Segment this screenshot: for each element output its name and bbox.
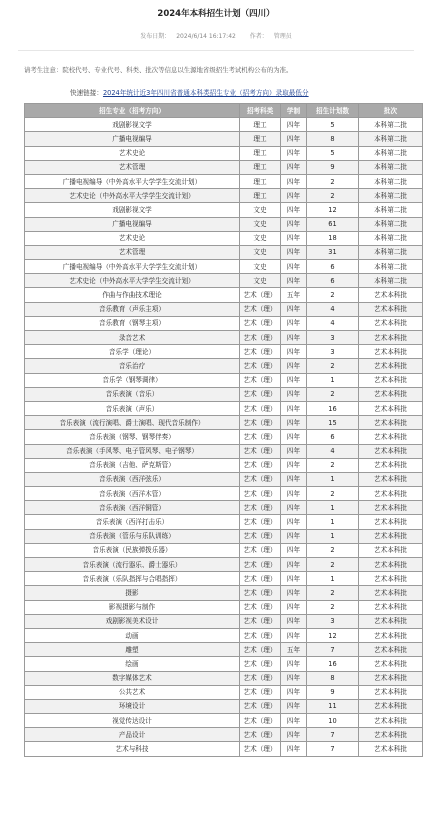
article-meta: [0, 31, 432, 40]
cell-batch: 艺术本科批: [359, 742, 423, 756]
cell-plan-count: 1: [307, 529, 359, 543]
cell-plan-count: 2: [307, 189, 359, 203]
cell-plan-count: 5: [307, 118, 359, 132]
table-row: [25, 189, 423, 203]
cell-major: 音乐表演（吉他、萨克斯管）: [25, 458, 240, 472]
cell-category: 艺术（理）: [240, 487, 281, 501]
table-row: [25, 217, 423, 231]
publish-date: [137, 33, 239, 40]
table-row: [25, 316, 423, 330]
cell-plan-count: 7: [307, 643, 359, 657]
cell-batch: 本科第二批: [359, 118, 423, 132]
cell-major: 艺术史论（中外高水平大学学生交流计划）: [25, 189, 240, 203]
cell-batch: 艺术本科批: [359, 359, 423, 373]
cell-plan-count: 2: [307, 458, 359, 472]
header-major: 招生专业（招考方向）: [25, 104, 240, 118]
cell-major: 绘画: [25, 657, 240, 671]
cell-duration: 四年: [281, 245, 307, 259]
header-plan-count: 招生计划数: [307, 104, 359, 118]
table-row: [25, 373, 423, 387]
table-row: [25, 685, 423, 699]
cell-batch: 本科第二批: [359, 203, 423, 217]
cell-plan-count: 1: [307, 373, 359, 387]
cell-duration: 四年: [281, 146, 307, 160]
cell-batch: 艺术本科批: [359, 628, 423, 642]
table-row: [25, 359, 423, 373]
table-row: [25, 274, 423, 288]
cell-category: 艺术（理）: [240, 558, 281, 572]
cell-batch: 艺术本科批: [359, 401, 423, 415]
cell-duration: 四年: [281, 316, 307, 330]
cell-category: 文史: [240, 274, 281, 288]
cell-major: 广播电视编导（中外高水平大学学生交流计划）: [25, 174, 240, 188]
cell-plan-count: 16: [307, 401, 359, 415]
cell-batch: 本科第二批: [359, 260, 423, 274]
cell-batch: 本科第二批: [359, 245, 423, 259]
cell-batch: 艺术本科批: [359, 600, 423, 614]
cell-category: 文史: [240, 203, 281, 217]
cell-plan-count: 10: [307, 714, 359, 728]
cell-major: 音乐表演（流行器乐、爵士器乐）: [25, 558, 240, 572]
cell-category: 艺术（理）: [240, 586, 281, 600]
cell-batch: 艺术本科批: [359, 430, 423, 444]
cell-duration: 四年: [281, 373, 307, 387]
cell-duration: 四年: [281, 728, 307, 742]
cell-major: 音乐学（理论）: [25, 345, 240, 359]
cell-category: 艺术（理）: [240, 657, 281, 671]
cell-plan-count: 2: [307, 359, 359, 373]
author: [247, 33, 295, 40]
table-row: [25, 529, 423, 543]
cell-major: 录音艺术: [25, 331, 240, 345]
quick-link-anchor[interactable]: 2024年统计近3年四川省普通本科类招生专业（招考方向）录取最低分: [102, 89, 309, 97]
cell-category: 理工: [240, 189, 281, 203]
cell-duration: 四年: [281, 274, 307, 288]
cell-plan-count: 1: [307, 515, 359, 529]
cell-batch: 艺术本科批: [359, 331, 423, 345]
table-row: [25, 174, 423, 188]
cell-batch: 艺术本科批: [359, 501, 423, 515]
cell-category: 文史: [240, 260, 281, 274]
cell-batch: 艺术本科批: [359, 444, 423, 458]
cell-major: 艺术史论（中外高水平大学学生交流计划）: [25, 274, 240, 288]
cell-batch: 艺术本科批: [359, 302, 423, 316]
cell-batch: 艺术本科批: [359, 515, 423, 529]
cell-category: 艺术（理）: [240, 699, 281, 713]
cell-duration: 四年: [281, 387, 307, 401]
cell-plan-count: 11: [307, 699, 359, 713]
author-label: 作者：: [249, 33, 268, 40]
cell-major: 音乐表演（西洋弦乐）: [25, 472, 240, 486]
cell-duration: 四年: [281, 501, 307, 515]
cell-plan-count: 2: [307, 600, 359, 614]
cell-major: 艺术管理: [25, 160, 240, 174]
page-title: 2024年本科招生计划（四川）: [157, 9, 275, 19]
cell-plan-count: 4: [307, 316, 359, 330]
cell-major: 音乐教育（钢琴主项）: [25, 316, 240, 330]
table-row: [25, 643, 423, 657]
cell-duration: 四年: [281, 586, 307, 600]
cell-plan-count: 2: [307, 487, 359, 501]
cell-batch: 艺术本科批: [359, 614, 423, 628]
cell-major: 广播电视编导: [25, 217, 240, 231]
cell-category: 文史: [240, 231, 281, 245]
cell-plan-count: 7: [307, 742, 359, 756]
cell-duration: 四年: [281, 401, 307, 415]
cell-major: 音乐表演（手风琴、电子管风琴、电子钢琴）: [25, 444, 240, 458]
cell-batch: 本科第二批: [359, 189, 423, 203]
cell-batch: 本科第二批: [359, 274, 423, 288]
cell-category: 艺术（理）: [240, 628, 281, 642]
cell-batch: 艺术本科批: [359, 288, 423, 302]
cell-major: 音乐表演（西洋铜管）: [25, 501, 240, 515]
cell-batch: 艺术本科批: [359, 472, 423, 486]
table-row: [25, 203, 423, 217]
table-row: [25, 742, 423, 756]
cell-duration: 四年: [281, 444, 307, 458]
cell-category: 理工: [240, 174, 281, 188]
cell-major: 音乐表演（乐队指挥与合唱指挥）: [25, 572, 240, 586]
table-row: [25, 657, 423, 671]
cell-batch: 艺术本科批: [359, 714, 423, 728]
cell-plan-count: 3: [307, 331, 359, 345]
cell-major: 公共艺术: [25, 685, 240, 699]
cell-category: 艺术（理）: [240, 359, 281, 373]
cell-category: 艺术（理）: [240, 302, 281, 316]
cell-duration: 四年: [281, 572, 307, 586]
table-row: [25, 302, 423, 316]
table-row: [25, 558, 423, 572]
cell-major: 音乐表演（钢琴、钢琴伴奏）: [25, 430, 240, 444]
table-row: [25, 331, 423, 345]
author-value: 管理员: [273, 33, 292, 40]
cell-plan-count: 6: [307, 260, 359, 274]
table-row: [25, 160, 423, 174]
cell-category: 艺术（理）: [240, 614, 281, 628]
cell-major: 作曲与作曲技术理论: [25, 288, 240, 302]
cell-major: 戏剧影视美术设计: [25, 614, 240, 628]
notice-text: 请考生注意：院校代号、专业代号、科类、批次等信息以生源地省级招生考试机构公布的为准。: [24, 66, 293, 74]
cell-major: 广播电视编导: [25, 132, 240, 146]
cell-category: 艺术（理）: [240, 671, 281, 685]
table-row: [25, 572, 423, 586]
table-header-row: [25, 104, 423, 118]
cell-category: 艺术（理）: [240, 501, 281, 515]
cell-duration: 四年: [281, 231, 307, 245]
cell-duration: 四年: [281, 558, 307, 572]
cell-category: 艺术（理）: [240, 373, 281, 387]
cell-duration: 四年: [281, 515, 307, 529]
quick-link: [70, 87, 432, 96]
table-row: [25, 515, 423, 529]
cell-plan-count: 3: [307, 345, 359, 359]
cell-category: 文史: [240, 217, 281, 231]
cell-duration: 四年: [281, 345, 307, 359]
cell-batch: 艺术本科批: [359, 316, 423, 330]
publish-date-value: 2024/6/14 16:17:42: [176, 33, 236, 40]
cell-batch: 艺术本科批: [359, 572, 423, 586]
cell-category: 艺术（理）: [240, 444, 281, 458]
table-row: [25, 245, 423, 259]
table-row: [25, 430, 423, 444]
cell-major: 广播电视编导（中外高水平大学学生交流计划）: [25, 260, 240, 274]
table-row: [25, 231, 423, 245]
cell-category: 艺术（理）: [240, 401, 281, 415]
cell-batch: 艺术本科批: [359, 487, 423, 501]
cell-major: 音乐教育（声乐主项）: [25, 302, 240, 316]
table-row: [25, 728, 423, 742]
cell-category: 艺术（理）: [240, 387, 281, 401]
cell-plan-count: 8: [307, 671, 359, 685]
cell-category: 艺术（理）: [240, 685, 281, 699]
table-row: [25, 416, 423, 430]
table-row: [25, 671, 423, 685]
cell-duration: 四年: [281, 217, 307, 231]
table-row: [25, 586, 423, 600]
cell-major: 音乐治疗: [25, 359, 240, 373]
cell-duration: 四年: [281, 160, 307, 174]
cell-batch: 本科第二批: [359, 146, 423, 160]
table-row: [25, 401, 423, 415]
cell-duration: 四年: [281, 189, 307, 203]
cell-duration: 四年: [281, 472, 307, 486]
cell-batch: 艺术本科批: [359, 586, 423, 600]
cell-plan-count: 2: [307, 586, 359, 600]
cell-category: 艺术（理）: [240, 345, 281, 359]
cell-duration: 四年: [281, 628, 307, 642]
cell-major: 艺术管理: [25, 245, 240, 259]
cell-plan-count: 2: [307, 174, 359, 188]
table-row: [25, 146, 423, 160]
cell-batch: 本科第二批: [359, 217, 423, 231]
cell-plan-count: 12: [307, 628, 359, 642]
cell-batch: 艺术本科批: [359, 558, 423, 572]
cell-category: 艺术（理）: [240, 742, 281, 756]
cell-plan-count: 4: [307, 444, 359, 458]
cell-major: 摄影: [25, 586, 240, 600]
cell-batch: 本科第二批: [359, 231, 423, 245]
cell-batch: 艺术本科批: [359, 699, 423, 713]
table-row: [25, 444, 423, 458]
cell-plan-count: 1: [307, 501, 359, 515]
divider: [18, 50, 414, 51]
cell-batch: 艺术本科批: [359, 643, 423, 657]
table-row: [25, 628, 423, 642]
cell-batch: 艺术本科批: [359, 543, 423, 557]
cell-duration: 四年: [281, 260, 307, 274]
cell-plan-count: 9: [307, 160, 359, 174]
cell-plan-count: 5: [307, 146, 359, 160]
cell-plan-count: 61: [307, 217, 359, 231]
cell-plan-count: 1: [307, 572, 359, 586]
cell-category: 艺术（理）: [240, 714, 281, 728]
cell-category: 艺术（理）: [240, 430, 281, 444]
cell-plan-count: 7: [307, 728, 359, 742]
cell-plan-count: 2: [307, 543, 359, 557]
cell-duration: 四年: [281, 416, 307, 430]
cell-batch: 本科第二批: [359, 160, 423, 174]
cell-plan-count: 4: [307, 302, 359, 316]
header-duration: 学制: [281, 104, 307, 118]
cell-batch: 艺术本科批: [359, 657, 423, 671]
quick-link-label: 快速链接：: [70, 89, 103, 97]
cell-major: 环境设计: [25, 699, 240, 713]
enrollment-table: [24, 103, 423, 757]
cell-category: 艺术（理）: [240, 472, 281, 486]
cell-batch: 艺术本科批: [359, 345, 423, 359]
cell-duration: 四年: [281, 685, 307, 699]
cell-duration: 四年: [281, 359, 307, 373]
cell-duration: 四年: [281, 657, 307, 671]
cell-batch: 艺术本科批: [359, 387, 423, 401]
table-row: [25, 288, 423, 302]
cell-major: 音乐表演（声乐）: [25, 401, 240, 415]
cell-plan-count: 6: [307, 274, 359, 288]
cell-duration: 四年: [281, 430, 307, 444]
cell-major: 音乐表演（民族弹拨乐器）: [25, 543, 240, 557]
cell-duration: 四年: [281, 331, 307, 345]
cell-major: 音乐学（钢琴调律）: [25, 373, 240, 387]
cell-batch: 艺术本科批: [359, 728, 423, 742]
table-row: [25, 345, 423, 359]
cell-category: 艺术（理）: [240, 572, 281, 586]
cell-category: 艺术（理）: [240, 515, 281, 529]
cell-major: 数字媒体艺术: [25, 671, 240, 685]
cell-category: 艺术（理）: [240, 331, 281, 345]
header-category: 招考科类: [240, 104, 281, 118]
cell-batch: 艺术本科批: [359, 685, 423, 699]
cell-plan-count: 31: [307, 245, 359, 259]
cell-duration: 四年: [281, 699, 307, 713]
cell-plan-count: 6: [307, 430, 359, 444]
cell-plan-count: 12: [307, 203, 359, 217]
cell-duration: 四年: [281, 118, 307, 132]
cell-plan-count: 15: [307, 416, 359, 430]
table-row: [25, 472, 423, 486]
cell-plan-count: 2: [307, 288, 359, 302]
cell-batch: 艺术本科批: [359, 671, 423, 685]
cell-major: 动画: [25, 628, 240, 642]
cell-plan-count: 18: [307, 231, 359, 245]
table-row: [25, 487, 423, 501]
cell-duration: 四年: [281, 543, 307, 557]
cell-major: 音乐表演（西洋木管）: [25, 487, 240, 501]
cell-category: 文史: [240, 245, 281, 259]
cell-duration: 四年: [281, 174, 307, 188]
cell-major: 影视摄影与制作: [25, 600, 240, 614]
cell-category: 艺术（理）: [240, 728, 281, 742]
cell-duration: 四年: [281, 487, 307, 501]
cell-plan-count: 1: [307, 472, 359, 486]
cell-major: 音乐表演（流行演唱、爵士演唱、现代音乐制作）: [25, 416, 240, 430]
cell-plan-count: 8: [307, 132, 359, 146]
cell-batch: 艺术本科批: [359, 529, 423, 543]
cell-duration: 四年: [281, 714, 307, 728]
table-row: [25, 458, 423, 472]
cell-category: 理工: [240, 118, 281, 132]
table-row: [25, 501, 423, 515]
cell-category: 理工: [240, 146, 281, 160]
cell-category: 艺术（理）: [240, 529, 281, 543]
cell-major: 艺术史论: [25, 231, 240, 245]
table-row: [25, 260, 423, 274]
cell-category: 艺术（理）: [240, 643, 281, 657]
cell-duration: 四年: [281, 458, 307, 472]
cell-plan-count: 2: [307, 558, 359, 572]
table-row: [25, 614, 423, 628]
table-row: [25, 132, 423, 146]
table-row: [25, 699, 423, 713]
table-body: [25, 118, 423, 756]
cell-major: 音乐表演（管乐与乐队训练）: [25, 529, 240, 543]
cell-batch: 艺术本科批: [359, 458, 423, 472]
cell-category: 艺术（理）: [240, 416, 281, 430]
cell-category: 艺术（理）: [240, 316, 281, 330]
cell-major: 艺术史论: [25, 146, 240, 160]
publish-date-label: 发布日期：: [140, 33, 171, 40]
cell-duration: 四年: [281, 742, 307, 756]
cell-duration: 四年: [281, 671, 307, 685]
cell-major: 视觉传达设计: [25, 714, 240, 728]
cell-batch: 本科第二批: [359, 132, 423, 146]
cell-batch: 本科第二批: [359, 174, 423, 188]
cell-major: 产品设计: [25, 728, 240, 742]
table-row: [25, 387, 423, 401]
cell-duration: 四年: [281, 600, 307, 614]
cell-major: 戏剧影视文学: [25, 203, 240, 217]
cell-batch: 艺术本科批: [359, 416, 423, 430]
cell-major: 音乐表演（音乐）: [25, 387, 240, 401]
cell-duration: 四年: [281, 132, 307, 146]
table-row: [25, 118, 423, 132]
cell-major: 戏剧影视文学: [25, 118, 240, 132]
cell-plan-count: 3: [307, 614, 359, 628]
cell-duration: 五年: [281, 288, 307, 302]
cell-plan-count: 2: [307, 387, 359, 401]
cell-duration: 四年: [281, 614, 307, 628]
cell-duration: 四年: [281, 203, 307, 217]
cell-category: 理工: [240, 132, 281, 146]
cell-major: 音乐表演（西洋打击乐）: [25, 515, 240, 529]
table-row: [25, 714, 423, 728]
cell-category: 艺术（理）: [240, 543, 281, 557]
table-row: [25, 600, 423, 614]
cell-duration: 五年: [281, 643, 307, 657]
cell-duration: 四年: [281, 529, 307, 543]
cell-major: 雕塑: [25, 643, 240, 657]
header-batch: 批次: [359, 104, 423, 118]
cell-category: 艺术（理）: [240, 458, 281, 472]
cell-category: 艺术（理）: [240, 288, 281, 302]
cell-plan-count: 16: [307, 657, 359, 671]
cell-major: 艺术与科技: [25, 742, 240, 756]
cell-duration: 四年: [281, 302, 307, 316]
cell-category: 艺术（理）: [240, 600, 281, 614]
cell-batch: 艺术本科批: [359, 373, 423, 387]
cell-category: 理工: [240, 160, 281, 174]
cell-plan-count: 9: [307, 685, 359, 699]
table-row: [25, 543, 423, 557]
